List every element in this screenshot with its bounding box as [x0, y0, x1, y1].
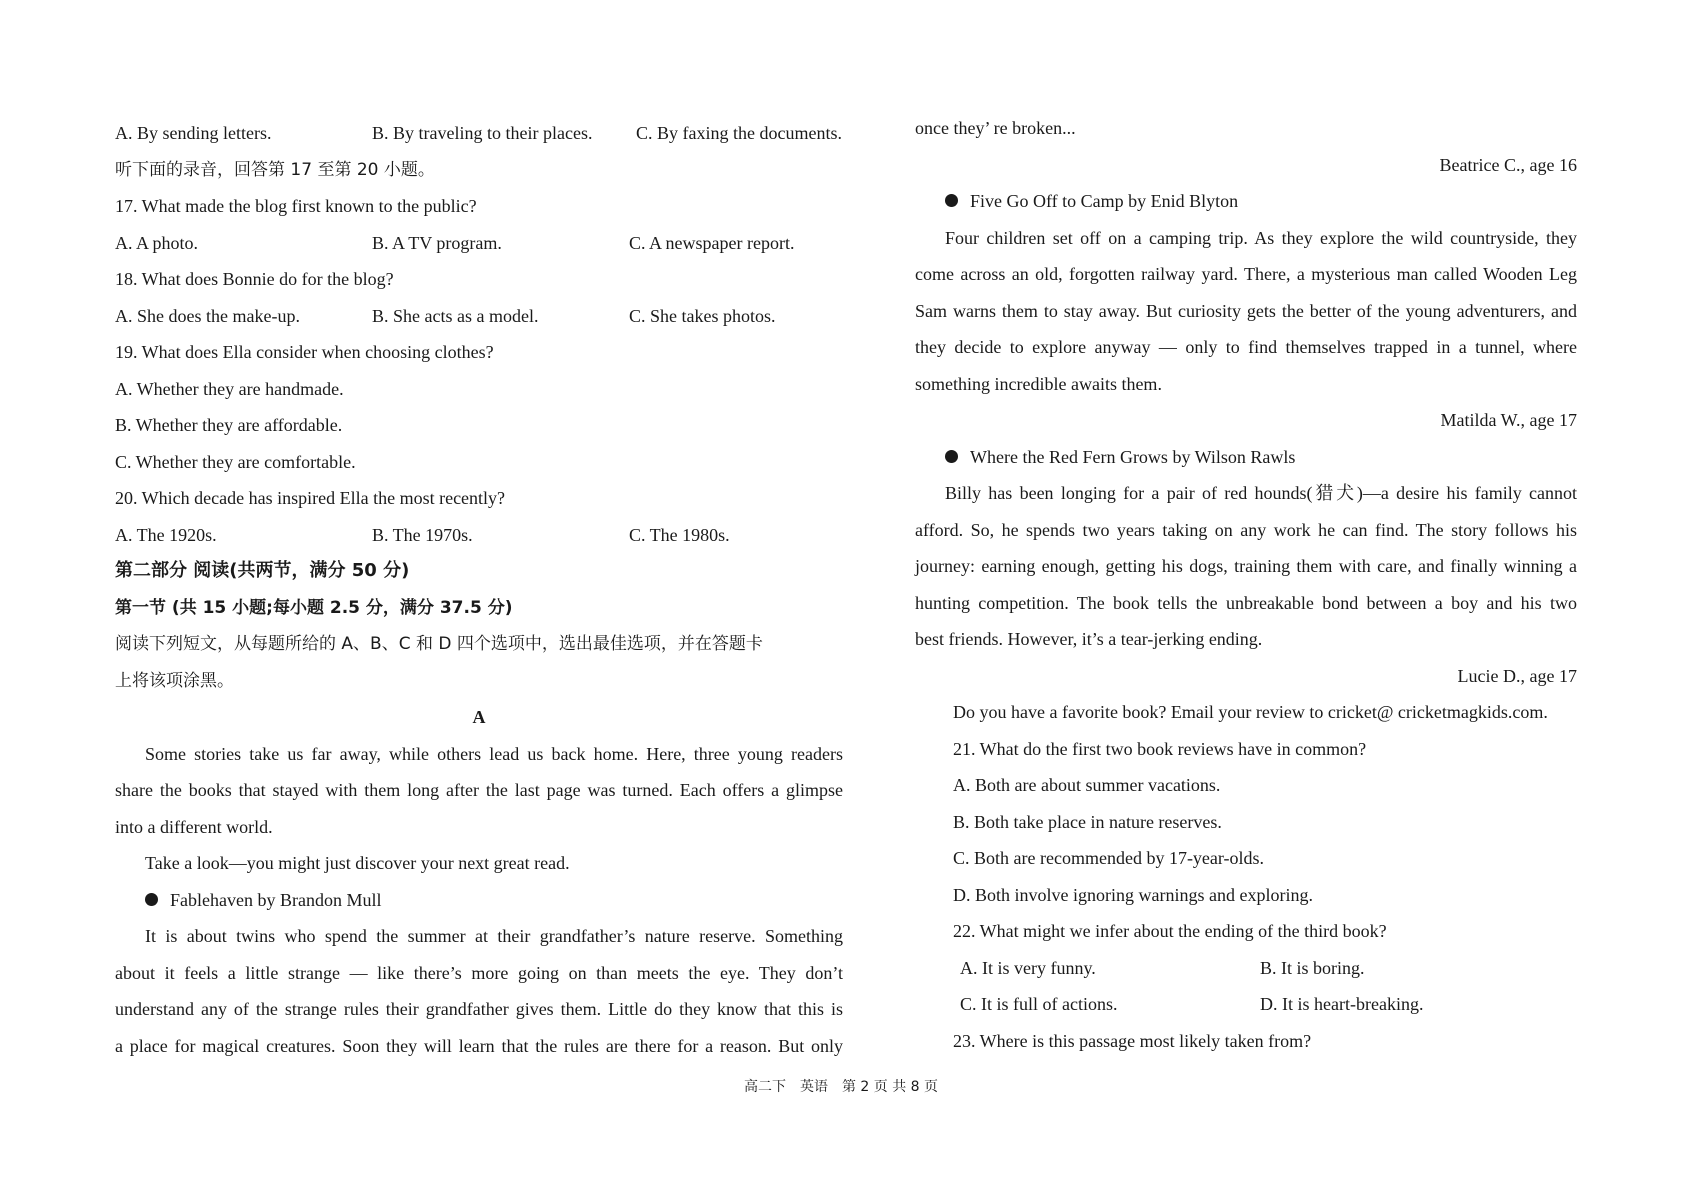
q22-options-row-2: [915, 986, 1577, 1023]
question-22: 22. What might we infer about the ending of the third book?: [953, 921, 1387, 941]
option-a: A. A photo.: [115, 232, 199, 253]
option-c: C. By faxing the documents.: [636, 123, 842, 143]
option-d: D. It is heart-breaking.: [1260, 994, 1424, 1014]
book-1-end: once they’ re broken...: [915, 118, 1076, 138]
option-c: C. She takes photos.: [629, 305, 776, 326]
question-18: 18. What does Bonnie do for the blog?: [115, 269, 394, 289]
question-17: 17. What made the blog first known to the public?: [115, 196, 477, 216]
q21-option-a: A. Both are about summer vacations.: [953, 775, 1221, 795]
book-1-heading: [115, 882, 843, 919]
book-3-line-2: afford. So, he spends two years taking on any work he can find. The story follows his: [915, 519, 1577, 540]
section-1-title-text: 第一节 (共 15 小题;每小题 2.5 分，满分 37.5 分): [115, 597, 513, 618]
question-19: 19. What does Ella consider when choosing clothes?: [115, 342, 494, 362]
right-column: [915, 110, 1577, 1059]
page-footer: 高二下 英语 第 2 页 共 8 页: [743, 1079, 939, 1095]
q16-options: [115, 115, 843, 152]
q21-option-c: C. Both are recommended by 17-year-olds.: [953, 848, 1265, 868]
email-line: Do you have a favorite book? Email your review to cricket@ cricketmagkids.com.: [953, 702, 1548, 722]
book-3-line-1: Billy has been longing for a pair of red hounds(猎犬)—a desire his family cannot: [945, 483, 1577, 503]
intro-line-2: share the books that stayed with them long after the last page was turned. Each offers a glimpse: [115, 780, 843, 800]
book-2-title: Five Go Off to Camp by Enid Blyton: [970, 191, 1239, 211]
q17-options: [115, 225, 843, 262]
intro-line-3: into a different world.: [115, 816, 273, 837]
intro-line-1: Some stories take us far away, while others lead us back home. Here, three young readers: [145, 743, 843, 764]
option-a: A. It is very funny.: [960, 957, 1096, 978]
part-2-title: 第二部分 阅读(共两节，满分 50 分): [115, 560, 410, 581]
option-a: A. The 1920s.: [115, 524, 217, 545]
option-c: C. A newspaper report.: [629, 232, 795, 253]
passage-label: A: [472, 707, 486, 727]
book-2-line-3: Sam warns them to stay away. But curiosity gets the better of the young adventurers, and: [915, 300, 1577, 321]
question-21: 21. What do the first two book reviews have in common?: [953, 738, 1367, 759]
book-1-line-3: understand any of the strange rules their grandfather gives them. Little do they know that this is: [115, 999, 843, 1019]
q19-option-a: A. Whether they are handmade.: [115, 378, 344, 399]
q19-option-b: B. Whether they are affordable.: [115, 415, 343, 435]
left-column: [115, 115, 843, 1064]
bullet-icon: [145, 893, 158, 906]
book-2-line-1: Four children set off on a camping trip. As they explore the wild countryside, they: [945, 227, 1577, 248]
question-23: 23. Where is this passage most likely taken from?: [953, 1030, 1312, 1051]
option-b: B. The 1970s.: [372, 524, 473, 545]
option-b: B. It is boring.: [1260, 957, 1365, 978]
option-c: C. It is full of actions.: [960, 994, 1118, 1014]
book-3-line-3: journey: earning enough, getting his dogs, training them with care, and finally winning a: [915, 556, 1577, 576]
reading-instruction-line-2: 上将该项涂黑。: [115, 670, 234, 691]
option-c: C. The 1980s.: [629, 524, 730, 545]
option-b: B. She acts as a model.: [372, 305, 539, 326]
book-3-line-5: best friends. However, it’s a tear-jerking ending.: [915, 629, 1263, 649]
bullet-icon: [945, 450, 958, 463]
option-a: A. She does the make-up.: [115, 305, 300, 326]
book-2-line-2: come across an old, forgotten railway yard. There, a mysterious man called Wooden Leg: [915, 264, 1577, 284]
reviewer-3: Lucie D., age 17: [1457, 665, 1577, 686]
book-1-line-4: a place for magical creatures. Soon they will learn that the rules are there for a reason. But only: [115, 1035, 843, 1056]
book-1-line-1: It is about twins who spend the summer at their grandfather’s nature reserve. Something: [145, 926, 843, 946]
question-20: 20. Which decade has inspired Ella the most recently?: [115, 488, 506, 508]
book-2-heading: [915, 183, 1577, 220]
reviewer-2: Matilda W., age 17: [1440, 410, 1577, 430]
q21-option-d: D. Both involve ignoring warnings and exploring.: [953, 884, 1313, 905]
option-a: A. By sending letters.: [115, 123, 272, 143]
q22-options-row-1: [915, 950, 1577, 987]
reviewer-1: Beatrice C., age 16: [1439, 154, 1577, 175]
book-1-line-2: about it feels a little strange — like there’s more going on than meets the eye. They don’t: [115, 962, 843, 983]
q21-option-b: B. Both take place in nature reserves.: [953, 811, 1222, 832]
book-2-line-4: they decide to explore anyway — only to find themselves trapped in a tunnel, where: [915, 337, 1577, 357]
reading-instruction-line-1: 阅读下列短文，从每题所给的 A、B、C 和 D 四个选项中，选出最佳选项，并在答题卡: [115, 634, 763, 654]
intro-cta: Take a look—you might just discover your next great read.: [145, 853, 570, 873]
section-1-title: [115, 590, 843, 627]
book-3-line-4: hunting competition. The book tells the unbreakable bond between a boy and his two: [915, 592, 1577, 613]
book-3-title: Where the Red Fern Grows by Wilson Rawls: [970, 446, 1296, 467]
q19-option-c: C. Whether they are comfortable.: [115, 451, 356, 472]
book-1-title: Fablehaven by Brandon Mull: [170, 889, 382, 910]
option-b: B. By traveling to their places.: [372, 123, 593, 143]
q18-options: [115, 298, 843, 335]
book-3-heading: [915, 439, 1577, 476]
book-2-line-5: something incredible awaits them.: [915, 373, 1162, 394]
q20-options: [115, 517, 843, 554]
listen-instruction: 听下面的录音，回答第 17 至第 20 小题。: [115, 159, 435, 180]
option-b: B. A TV program.: [372, 232, 502, 253]
bullet-icon: [945, 194, 958, 207]
